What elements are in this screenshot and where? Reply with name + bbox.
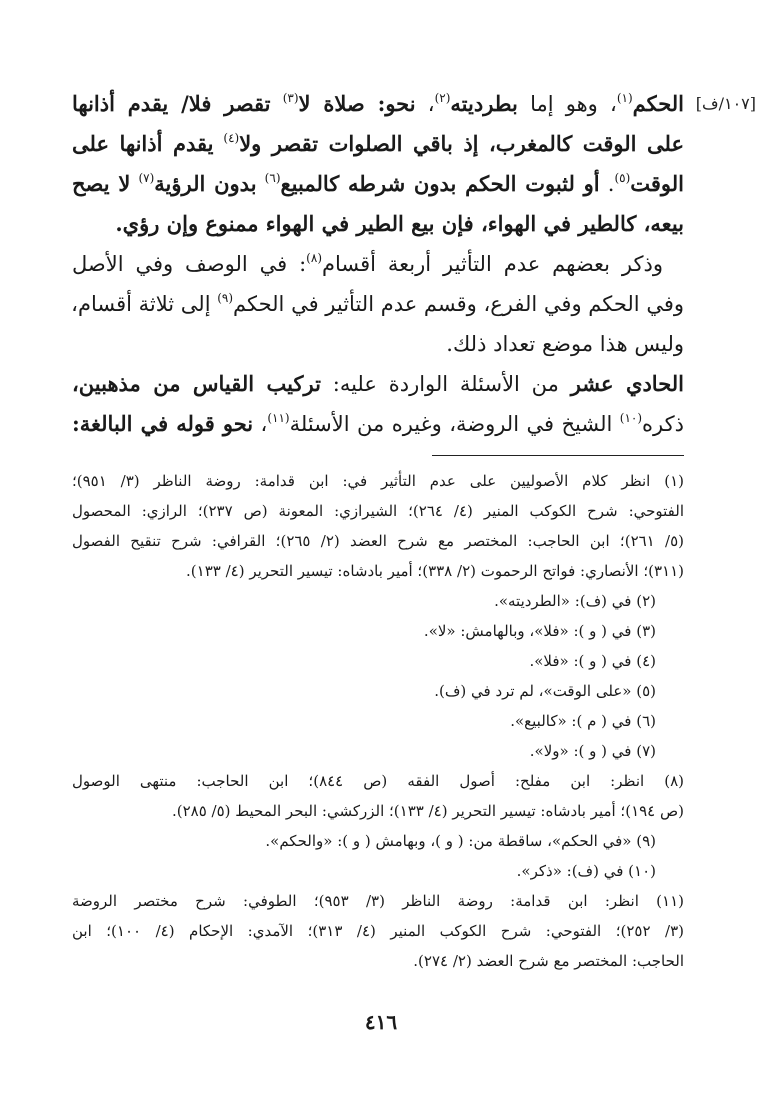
body-line-4: بيعه، كالطير في الهواء، فإن بيع الطير في الهواء ممنوع وإن رؤي. [115, 211, 684, 236]
footnote-line: (ص ١٩٤)؛ أمير بادشاه: تيسير التحرير (٤/ ١٣٣)؛ الزركشي: البحر المحيط (٥/ ٢٨٥). [171, 802, 684, 820]
footnote-line: الفتوحي: شرح الكوكب المنير (٤/ ٢٦٤)؛ الشيرازي: المعونة (ص ٢٣٧)؛ الرازي: المحصول [72, 502, 685, 520]
footnote-line: (٦) في ( م ): «كالبيع». [510, 712, 656, 730]
footnote-line: (٩) «في الحكم»، ساقطة من: ( و )، وبهامش ( و ): «والحكم». [265, 832, 656, 850]
footnote-line: (٥) «على الوقت»، لم ترد في (ف). [434, 682, 656, 700]
body-line-3: الوقت$^{(٥)}$. أو لثبوت الحكم بدون شرطه كالمبيع$^{(٦)}$ بدون الرؤية$^{(٧)}$ لا يصح [72, 171, 685, 196]
footnote-line: (٣) في ( و ): «فلا»، وبالهامش: «لا». [423, 622, 656, 640]
body-line-1: الحكم$^{(١)}$، وهو إما بطرديته$^{(٢)}$، نحو: صلاة لا$^{(٣)}$ تقصر فلا/ يقدم أذانها [72, 91, 685, 116]
body-line-5: وذكر بعضهم عدم التأثير أربعة أقسام$^{(٨)}$: في الوصف وفي الأصل [72, 251, 685, 276]
footnote-line: (٤) في ( و ): «فلا». [529, 652, 656, 670]
body-line-7: وليس هذا موضع تعداد ذلك. [446, 332, 684, 356]
body-line-8: الحادي عشر من الأسئلة الواردة عليه: تركيب القياس من مذهبين، [72, 371, 684, 396]
footnote-line: (١) انظر كلام الأصوليين على عدم التأثير في: ابن قدامة: روضة الناظر (٣/ ٩٥١)؛ [72, 472, 684, 490]
footnotes [72, 466, 684, 976]
body-line-9: ذكره$^{(١٠)}$ الشيخ في الروضة، وغيره من الأسئلة$^{(١١)}$، نحو قوله في البالغة: [72, 411, 684, 436]
footnote-line: (١٠) في (ف): «ذكر». [516, 862, 656, 880]
footnote-line: (٣١١)؛ الأنصاري: فواتح الرحموت (٢/ ٣٣٨)؛ أمير بادشاه: تيسير التحرير (٤/ ١٣٣). [186, 562, 684, 580]
footnote-line: (٥/ ٢٦١)؛ ابن الحاجب: المختصر مع شرح العضد (٢/ ٢٦٥)؛ القرافي: شرح تنقيح الفصول [72, 532, 685, 550]
footnote-line: (٨) انظر: ابن مفلح: أصول الفقه (ص ٨٤٤)؛ ابن الحاجب: منتهى الوصول [72, 772, 684, 790]
main-text [72, 84, 684, 444]
footnote-line: (٢) في (ف): «الطرديته». [494, 592, 656, 610]
footnote-line: (٧) في ( و ): «ولا». [529, 742, 656, 760]
body-line-2: على الوقت كالمغرب، إذ باقي الصلوات تقصر ولا$^{(٤)}$ يقدم أذانها على [72, 131, 684, 156]
page-number: ٤١٦ [364, 1010, 398, 1034]
footnote-separator [432, 455, 684, 456]
footnote-line: الحاجب: المختصر مع شرح العضد (٢/ ٢٧٤). [413, 952, 684, 970]
footnote-line: (١١) انظر: ابن قدامة: روضة الناظر (٣/ ٩٥٣)؛ الطوفي: شرح مختصر الروضة [72, 892, 685, 910]
manuscript-folio-marker: [١٠٧/ف] [695, 94, 756, 113]
footnote-line: (٣/ ٢٥٢)؛ الفتوحي: شرح الكوكب المنير (٤/ ٣١٣)؛ الآمدي: الإحكام (٤/ ١٠٠)؛ ابن [72, 922, 685, 940]
body-line-6: وفي الحكم وفي الفرع، وقسم عدم التأثير في الحكم$^{(٩)}$ إلى ثلاثة أقسام، [71, 291, 684, 316]
